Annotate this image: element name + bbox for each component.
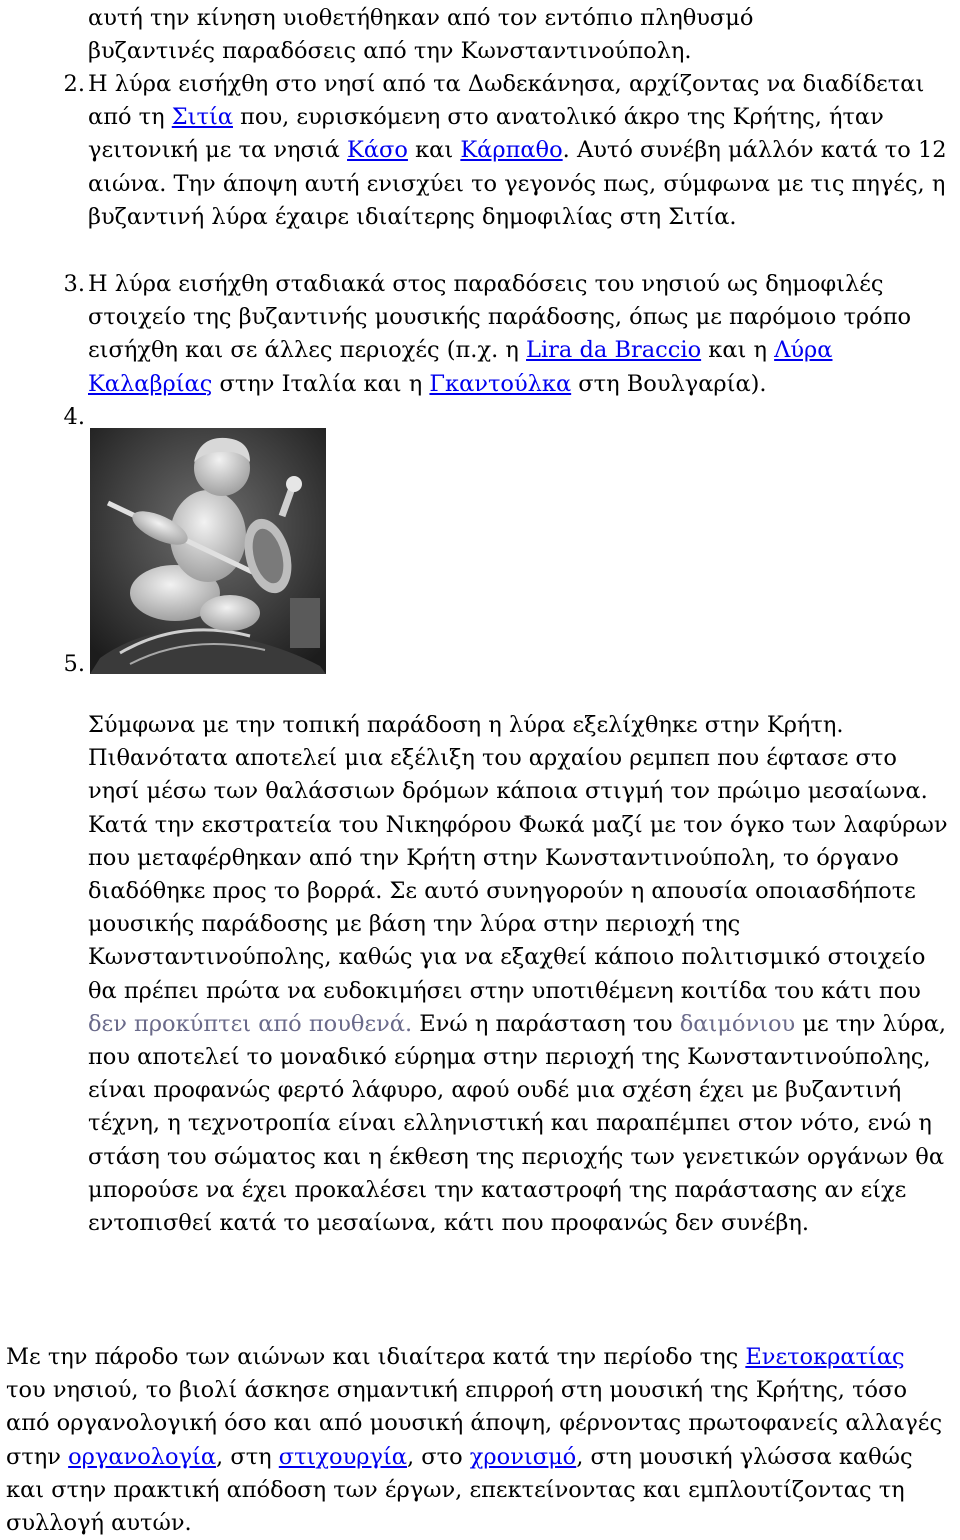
text-run: , στη [216,1443,279,1470]
text-run: και η [701,337,775,364]
closing-paragraph [6,1341,948,1540]
text-run: Σύμφωνα με την τοπική παράδοση η λύρα εξελίχθηκε στην Κρήτη. Πιθανότατα αποτελεί μια εξέλιξη του αρχαίου ρεμπεπ που έφτασε στο νησί μέσω των θαλάσσιων δρόμων κάποια στιγμή τον πρώιμο μεσαίωνα. Κατά την εκστρατεία του Νικηφόρου Φωκά μαζί με τον όγκο των λαφύρων που μεταφέρθηκαν από την Κρήτη στην Κωνσταντινούπολη, το όργανο διαδόθηκε προς το βορρά. Σε αυτό συνηγορούν η απουσία οποιασδήποτε μουσικής παράδοσης με βάση την λύρα στην περιοχή της Κωνσταντινούπολης, καθώς για να εξαχθεί κάποιο πολιτισμικό στοιχείο θα πρέπει πρώτα να ευδοκιμήσει στην υποτιθέμενη κοιτίδα του κάτι που [88,712,948,1004]
link-xronismo[interactable]: χρονισμό [469,1443,577,1470]
item3-text [88,268,952,401]
text-run: . Αυτό συνέβη μάλλόν κατά το 12 αιώνα. Την άποψη αυτή ενισχύει το γεγονός πως, σύμφωνα με τις πηγές, η βυζαντινή λύρα έχαιρε ιδιαίτερης δημοφιλίας στη Σιτία. [88,137,947,230]
link-stixourgia[interactable]: στιχουργία [278,1443,407,1470]
link-enetokratias[interactable]: Ενετοκρατίας [745,1344,905,1370]
text-run: με την λύρα, που αποτελεί το μοναδικό εύρημα στην περιοχή της Κωνσταντινούπολης, είναι προφανώς φερτό λάφυρο, αφού ουδέ μια σχέση έχει με βυζαντινή τέχνη, η τεχνοτροπία είναι ελληνιστική και παραπέμπει στον νότο, ενώ η στάση του σώματος και η έκθεση της περιοχής των γενετικών οργάνων θα μπορούσε να έχει προκαλέσει την καταστροφή της παράστασης αν είχε εντοπισθεί κατά το μεσαίωνα, κάτι που προφανώς δεν συνέβη. [88,1010,947,1237]
link-sitia[interactable]: Σιτία [171,104,233,131]
list-number: 2. [63,71,85,97]
gray-text-run: δεν προκύπτει από πουθενά. [88,1010,413,1037]
link-gkantoulka[interactable]: Γκαντούλκα [429,370,572,397]
text-run: και [407,137,461,164]
item1-line1: αυτή την κίνηση υιοθετήθηκαν από τον εντόπιο πληθυσμό [88,5,754,31]
list-number: 3. [63,271,85,297]
text-run: Η λύρα εισήχθη σταδιακά στος παραδόσεις του νησιού ως δημοφιλές στοιχείο της βυζαντινής μουσικής παράδοσης, όπως με παρόμοιο τρόπο εισήχθη και σε άλλες περιοχές (π.χ. η [88,271,912,364]
lyre-player-relief-image [90,428,326,674]
text-run: του νησιού, το βιολί άσκησε σημαντική επιρροή στη μουσική της Κρήτης, τόσο από οργανολογική όσο και από μουσική άποψη, φέρνοντας πρωτοφανείς αλλαγές στην [6,1377,943,1470]
gray-text-run: δαιμόνιου [679,1010,796,1037]
link-lira-da-braccio[interactable]: Lira da Braccio [526,337,702,364]
link-organologia[interactable]: οργανολογία [68,1443,217,1470]
text-run: Με την πάροδο των αιώνων και ιδιαίτερα κατά την περίοδο της [6,1344,746,1370]
text-run: , στο [406,1443,470,1470]
list-number: 5. [63,651,85,677]
text-run: , στη μουσική γλώσσα καθώς και στην πρακτική απόδοση των έργων, επεκτείνοντας και εμπλουτίζοντας τη συλλογή αυτών. [6,1443,913,1537]
item1-line2: βυζαντινές παραδόσεις από την Κωνσταντινούπολη. [88,38,692,65]
link-karpatho[interactable]: Κάρπαθο [460,137,563,164]
text-run: στη Βουλγαρία). [571,370,767,397]
text-run: Η λύρα εισήχθη στο νησί από τα Δωδεκάνησα, αρχίζοντας να διαδίδεται από τη [88,71,925,131]
text-run: στην Ιταλία και η [212,370,430,397]
item1-tail [88,2,952,68]
text-run: που, ευρισκόμενη στο ανατολικό άκρο της Κρήτης, ήταν γειτονική με τα νησιά [88,104,884,164]
text-run: Ενώ η παράσταση του [412,1010,680,1037]
link-kaso[interactable]: Κάσο [347,137,408,164]
list-number: 4. [63,404,85,430]
item2-text [88,68,952,234]
link-lyra-kalavrias[interactable]: Λύρα Καλαβρίας [88,337,833,397]
item5-text [88,709,952,1240]
